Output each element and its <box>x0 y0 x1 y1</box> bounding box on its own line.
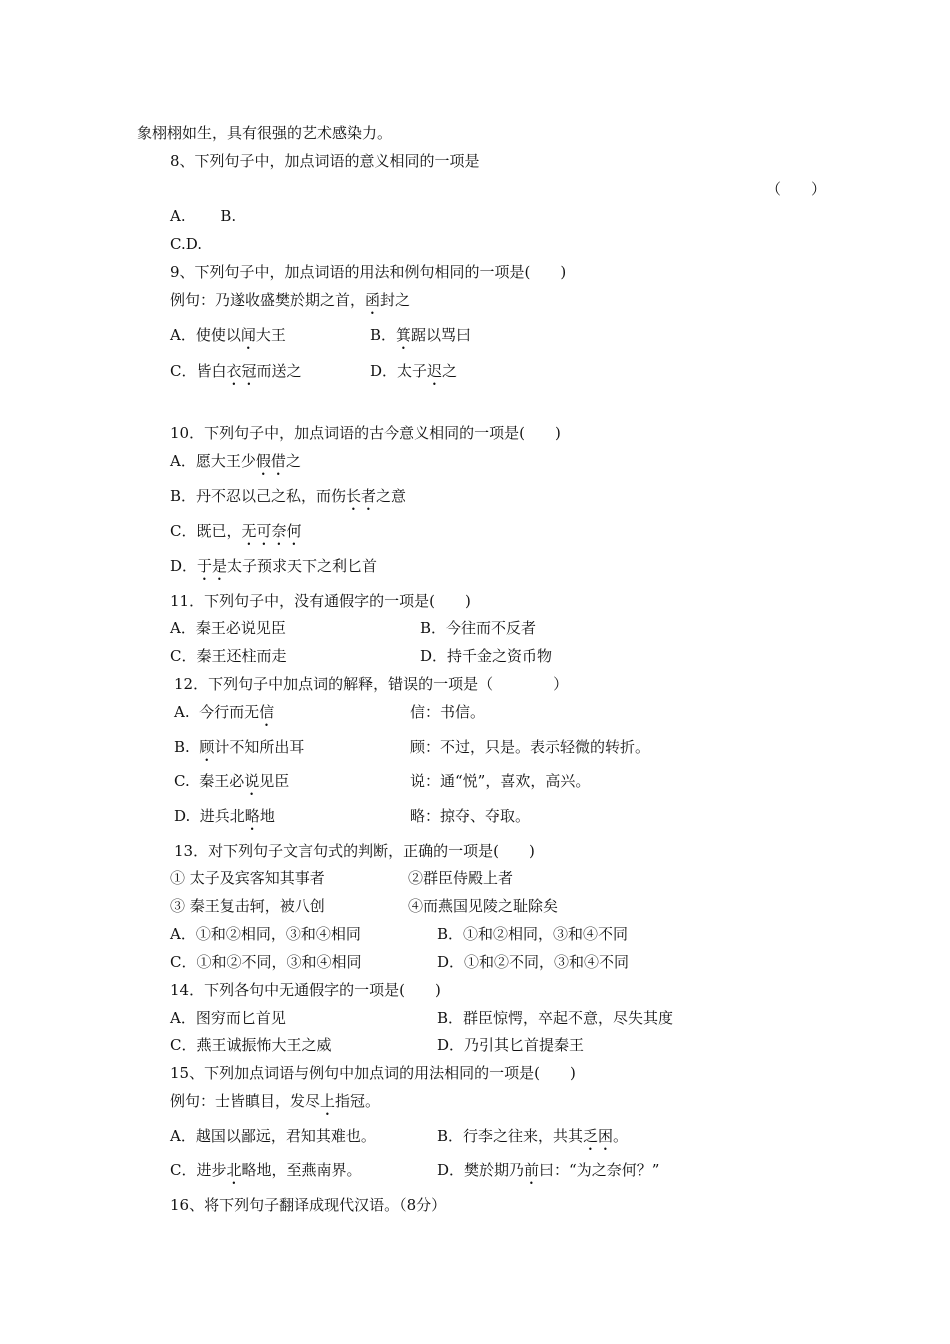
q12-d-dotted: 略 <box>244 807 260 825</box>
q12-option-d <box>174 806 275 834</box>
q10-d-dotted: 于是 <box>197 557 228 575</box>
q13-option-c: C．①和②不同，③和④相同 <box>170 953 362 971</box>
q14-option-a: A．图穷而匕首见 <box>170 1009 286 1027</box>
q12-option-c-explain: 说：通“悦”，喜欢，高兴。 <box>410 772 591 790</box>
q12-option-d-explain: 略：掠夺、夺取。 <box>410 807 531 825</box>
q13-option-a: A．①和②相同，③和④相同 <box>170 925 361 943</box>
q9-d-text-end: 之 <box>442 362 458 380</box>
q9-option-b <box>370 325 471 353</box>
q10-b-text-end: 之意 <box>376 487 407 505</box>
q9-b-text: B． <box>370 326 397 344</box>
q10-b-dotted: 长者 <box>346 487 377 505</box>
q15-example-text: 例句：士皆瞋目，发尽 <box>170 1092 321 1110</box>
q12-c-text: C. 秦王必 <box>174 772 245 790</box>
q9-example-dotted: 函 <box>365 291 381 309</box>
q8-answer-paren: （ ） <box>766 180 827 198</box>
q12-b-text: B. <box>174 738 200 756</box>
q15-c-text: C．进步 <box>170 1161 227 1179</box>
q12-option-a <box>174 702 274 730</box>
q12-b-text-end: 计不知所出耳 <box>214 738 305 756</box>
q13-option-d: D．①和②不同，③和④不同 <box>437 953 630 971</box>
q12-a-text: A. 今行而无 <box>174 703 260 721</box>
q13-stem: 13．对下列句子文言句式的判断，正确的一项是( ) <box>174 842 535 860</box>
q10-option-d <box>170 556 377 584</box>
q9-c-dotted: 衣冠 <box>226 362 257 380</box>
q15-example-dotted: 上 <box>320 1092 336 1110</box>
q15-d-dotted: 前 <box>524 1161 540 1179</box>
q13-sentence-3: ③ 秦王复击轲，被八创 <box>170 897 325 915</box>
q8-options-ab: A. B. <box>170 207 237 225</box>
q12-option-a-explain: 信：书信。 <box>410 703 486 721</box>
q14-stem: 14．下列各句中无通假字的一项是( ) <box>170 981 441 999</box>
q11-stem: 11．下列句子中，没有通假字的一项是( ) <box>170 592 471 610</box>
q10-c-text: C．既已， <box>170 522 242 540</box>
q10-b-text: B．丹不忍以己之私，而伤 <box>170 487 347 505</box>
q11-option-a: A．秦王必说见臣 <box>170 619 286 637</box>
q12-option-b-explain: 顾：不过，只是。表示轻微的转折。 <box>410 738 651 756</box>
q10-option-a <box>170 451 301 479</box>
q12-b-dotted: 顾 <box>199 738 215 756</box>
q12-c-dotted: 说 <box>244 772 260 790</box>
q12-stem: 12．下列句子中加点词的解释，错误的一项是（ ） <box>174 675 569 693</box>
q8-stem: 8、下列句子中，加点词语的意义相同的一项是 <box>170 152 480 170</box>
q15-option-d <box>437 1160 659 1188</box>
q9-example-text-end: 封之 <box>380 291 411 309</box>
q9-example-text: 例句：乃遂收盛樊於期之首， <box>170 291 366 309</box>
q15-b-text: B．行李之往来，共其 <box>437 1127 584 1145</box>
q14-option-c: C．燕王诚振怖大王之威 <box>170 1036 332 1054</box>
q9-a-text-end: 大王 <box>255 326 286 344</box>
q9-c-text-end: 而送之 <box>256 362 302 380</box>
q13-sentence-2: ②群臣侍殿上者 <box>408 869 514 887</box>
q10-option-c <box>170 521 302 549</box>
q9-b-text-end: 踞以骂曰 <box>411 326 472 344</box>
q13-sentence-4: ④而燕国见陵之耻除矣 <box>408 897 559 915</box>
q11-option-d: D．持千金之资币物 <box>420 647 553 665</box>
q11-option-b: B．今往而不反者 <box>420 619 537 637</box>
q9-c-text: C．皆白 <box>170 362 227 380</box>
q15-stem: 15、下列加点词语与例句中加点词的用法相同的一项是( ) <box>170 1064 576 1082</box>
q9-a-text: A．使使以 <box>170 326 241 344</box>
q13-option-b: B．①和②相同，③和④不同 <box>437 925 629 943</box>
q10-c-dotted: 无可奈何 <box>241 522 302 540</box>
q12-d-text-end: 地 <box>259 807 275 825</box>
q10-d-text: D． <box>170 557 198 575</box>
q9-example <box>170 290 410 318</box>
q15-d-text: D．樊於期乃 <box>437 1161 525 1179</box>
q15-c-text-end: 略地，至燕南界。 <box>241 1161 362 1179</box>
q12-c-text-end: 见臣 <box>259 772 290 790</box>
q9-option-c <box>170 361 302 389</box>
q15-b-dotted: 乏困 <box>583 1127 614 1145</box>
q10-option-b <box>170 486 406 514</box>
q16-stem: 16、将下列句子翻译成现代汉语。（8分） <box>170 1196 447 1214</box>
q15-example-text-end: 指冠。 <box>335 1092 381 1110</box>
q14-option-d: D．乃引其匕首提秦王 <box>437 1036 585 1054</box>
q12-option-c <box>174 771 289 799</box>
q9-option-a <box>170 325 286 353</box>
q9-d-dotted: 迟 <box>427 362 443 380</box>
q10-d-text-end: 太子预求天下之利匕首 <box>227 557 378 575</box>
q10-a-dotted: 假借 <box>255 452 286 470</box>
q9-d-text: D．太子 <box>370 362 428 380</box>
q15-option-b <box>437 1126 628 1154</box>
q9-a-dotted: 闻 <box>240 326 256 344</box>
q15-example <box>170 1091 380 1119</box>
intro-tail: 象栩栩如生，具有很强的艺术感染力。 <box>137 124 393 142</box>
q8-options-cd: C.D. <box>170 235 202 253</box>
q15-option-a: A．越国以鄙远，君知其难也。 <box>170 1127 376 1145</box>
q10-a-text: A．愿大王少 <box>170 452 256 470</box>
q9-stem: 9、下列句子中，加点词语的用法和例句相同的一项是( ) <box>170 263 567 281</box>
q15-d-text-end: 曰：“为之奈何？” <box>539 1161 660 1179</box>
q12-d-text: D. 进兵北 <box>174 807 245 825</box>
q10-stem: 10．下列句子中，加点词语的古今意义相同的一项是( ) <box>170 424 561 442</box>
q14-option-b: B．群臣惊愕，卒起不意，尽失其度 <box>437 1009 674 1027</box>
q12-option-b <box>174 737 304 765</box>
q13-sentence-1: ① 太子及宾客知其事者 <box>170 869 325 887</box>
q9-option-d <box>370 361 457 389</box>
q15-option-c <box>170 1160 362 1188</box>
q15-b-text-end: 。 <box>613 1127 629 1145</box>
q10-a-text-end: 之 <box>285 452 301 470</box>
q15-c-dotted: 北 <box>226 1161 242 1179</box>
q12-a-dotted: 信 <box>259 703 275 721</box>
q11-option-c: C．秦王还柱而走 <box>170 647 287 665</box>
q9-b-dotted: 箕 <box>396 326 412 344</box>
